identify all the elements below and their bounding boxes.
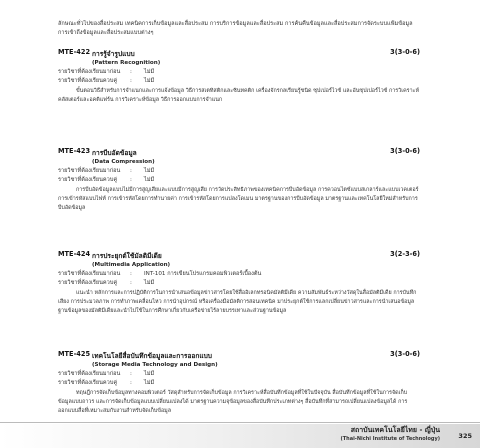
prerequisite-label: รายวิชาที่ต้องเรียนมาก่อน (58, 371, 121, 377)
colon: : (130, 168, 132, 174)
course-title-th: การประยุกต์ใช้มัลติมีเดีย (92, 252, 162, 260)
course-credits: 3(3-0-6) (390, 147, 420, 155)
prerequisite-label: รายวิชาที่ต้องเรียนมาก่อน (58, 69, 121, 75)
prerequisite-value: INT-101 การเขียนโปรแกรมคอมพิวเตอร์เบื้องต้น (144, 271, 262, 277)
colon: : (130, 69, 132, 75)
prerequisite-value: ไม่มี (144, 69, 155, 75)
corequisite-label: รายวิชาที่ต้องเรียนควบคู่ (58, 177, 118, 183)
course-description: แนะนำ หลักการและการปฏิบัติการในการนำเสนอข้อมูลข่าวสารโดยใช้สื่ออิเลกทรอนิคมัลติมีเดีย ความสัมพันธ์ระหว่างวัสดุในสื่อมัลติมีเดีย การบันทึกเสียง การประมวลภาพ การทำภาพเคลื่อนไหว การนำอุปกรณ์ หรือเครื่องมือมัลติการสอนเทคนิค มาประยุกต์ใช้การแลกเปลี่ยนข่าวสารและการนำเสนอข้อมูล ฐานข้อมูลของมัลติมีเดียและนำไปใช้ในการศึกษาเกี่ยวกับเครือข่ายไร้ลายบรรเทาและส่วนฐานข้อมูล (58, 290, 417, 314)
course-credits: 3(2-3-6) (390, 250, 420, 258)
prerequisite-label: รายวิชาที่ต้องเรียนมาก่อน (58, 271, 121, 277)
corequisite-row (58, 379, 420, 388)
corequisite-row (58, 77, 420, 86)
prerequisite-value: ไม่มี (144, 371, 155, 377)
corequisite-label: รายวิชาที่ต้องเรียนควบคู่ (58, 280, 118, 286)
colon: : (130, 280, 132, 286)
prerequisite-row (58, 270, 420, 279)
course-credits: 3(3-0-6) (390, 350, 420, 358)
course-credits: 3(3-0-6) (390, 48, 420, 56)
colon: : (130, 271, 132, 277)
course-description: ขั้นตอนวิธีสำหรับการจำแนกและการแจ้งข้อมูล วิธีการสเตทิสติกและซินทคติก เครื่องจักรกลเรียนรู้ชนิด ซุปเปอร์ไวซ์ และอันซุปเปอร์ไวซ์ การวิเคราะห์คลัสเตอร์และอคติแฟร์น การวิเคราะห์ข้อมูล วิธีการออกแบบการจำแนก (58, 88, 420, 103)
institute-name-th: สถาบันเทคโนโลยีไทย - ญี่ปุ่น (350, 426, 440, 434)
course-title-th: การบีบอัดข้อมูล (92, 149, 137, 157)
course-entry-mte-422 (58, 48, 420, 105)
colon: : (130, 78, 132, 84)
corequisite-value: ไม่มี (144, 177, 155, 183)
course-header (58, 350, 420, 361)
colon: : (130, 177, 132, 183)
course-entry-mte-425 (58, 350, 420, 416)
course-entry-mte-423 (58, 147, 420, 213)
institute-name-en: (Thai-Nichi Institute of Technology) (340, 436, 440, 442)
course-header (58, 250, 420, 261)
corequisite-label: รายวิชาที่ต้องเรียนควบคู่ (58, 380, 118, 386)
corequisite-row (58, 279, 420, 288)
corequisite-value: ไม่มี (144, 78, 155, 84)
course-title-th: เทคโนโลยีสื่อบันทึกข้อมูลและการออกแบบ (92, 352, 212, 360)
prerequisite-row (58, 370, 420, 379)
course-header (58, 147, 420, 158)
course-title-th: การรู้จำรูปแบบ (92, 50, 135, 58)
footer-institute (340, 425, 440, 443)
prerequisite-value: ไม่มี (144, 168, 155, 174)
course-title-en: (Data Compression) (92, 159, 155, 165)
corequisite-row (58, 176, 420, 185)
prerequisite-label: รายวิชาที่ต้องเรียนมาก่อน (58, 168, 121, 174)
course-description: ทฤษฎีการจัดเก็บข้อมูลทางคอมพิวเตอร์ วัสดุสำหรับการจัดเก็บข้อมูล การวิเคราะห์สื่อบันทึกข้อมูลที่ใช้ในปัจจุบัน สื่อบันทึกข้อมูลที่ใช้ในการจัดเก็บข้อมูลแบบถาวร และการจัดเก็บข้อมูลแบบเปลี่ยนแปลงได้ มาตรฐานความจุข้อมูลของสื่อบันทึกประเภทต่างๆ สื่อบันทึกที่สามารถเปลี่ยนแปลงข้อมูลได้ การออกแบบสื่อที่เหมาะสมกับงานสำหรับจัดเก็บข้อมูล (58, 390, 408, 414)
course-description: การบีบอัดข้อมูลแบบไม่มีการสูญเสียและแบบมีการสูญเสีย การวัดประสิทธิภาพของเทคนิคการบีบอัดข้อมูล การควอนไตซ์แบบสเกลาร์และแบบเวคเตอร์ การเข้ารหัสแบบไฟท์ การเข้ารหัสโดยการทำนายค่า การเข้ารหัสโดยการแปลงโดเมน มาตรฐานของการบีบอัดข้อมูล มาตรฐานและเทคโนโลยีใหม่สำหรับการบีบอัดข้อมูล (58, 187, 419, 211)
course-entry-mte-424 (58, 250, 420, 316)
course-header (58, 48, 420, 59)
page-number: 325 (458, 432, 472, 440)
colon: : (130, 371, 132, 377)
corequisite-value: ไม่มี (144, 380, 155, 386)
course-title-en: (Pattern Recognition) (92, 60, 161, 66)
corequisite-value: ไม่มี (144, 280, 155, 286)
course-code: MTE-425 (58, 350, 91, 358)
course-code: MTE-424 (58, 250, 91, 258)
course-code: MTE-422 (58, 48, 91, 56)
corequisite-label: รายวิชาที่ต้องเรียนควบคู่ (58, 78, 118, 84)
prerequisite-row (58, 68, 420, 77)
colon: : (130, 380, 132, 386)
course-title-en: (Multimedia Application) (92, 262, 171, 268)
prerequisite-row (58, 167, 420, 176)
course-title-en: (Storage Media Technology and Design) (92, 362, 218, 368)
course-code: MTE-423 (58, 147, 91, 155)
intro-paragraph: ลักษณะทั่วไปของสื่อประสม เทคนิคการเก็บข้อมูลและสื่อประสม การบริการข้อมูลและสื่อประสม การค้นคืนข้อมูลและสื่อประสมการจัดระบบแฟ้มข้อมูล การเข้าถึงข้อมูลและสื่อประสมแบบต่างๆ (58, 21, 413, 36)
footer-divider (0, 422, 480, 423)
